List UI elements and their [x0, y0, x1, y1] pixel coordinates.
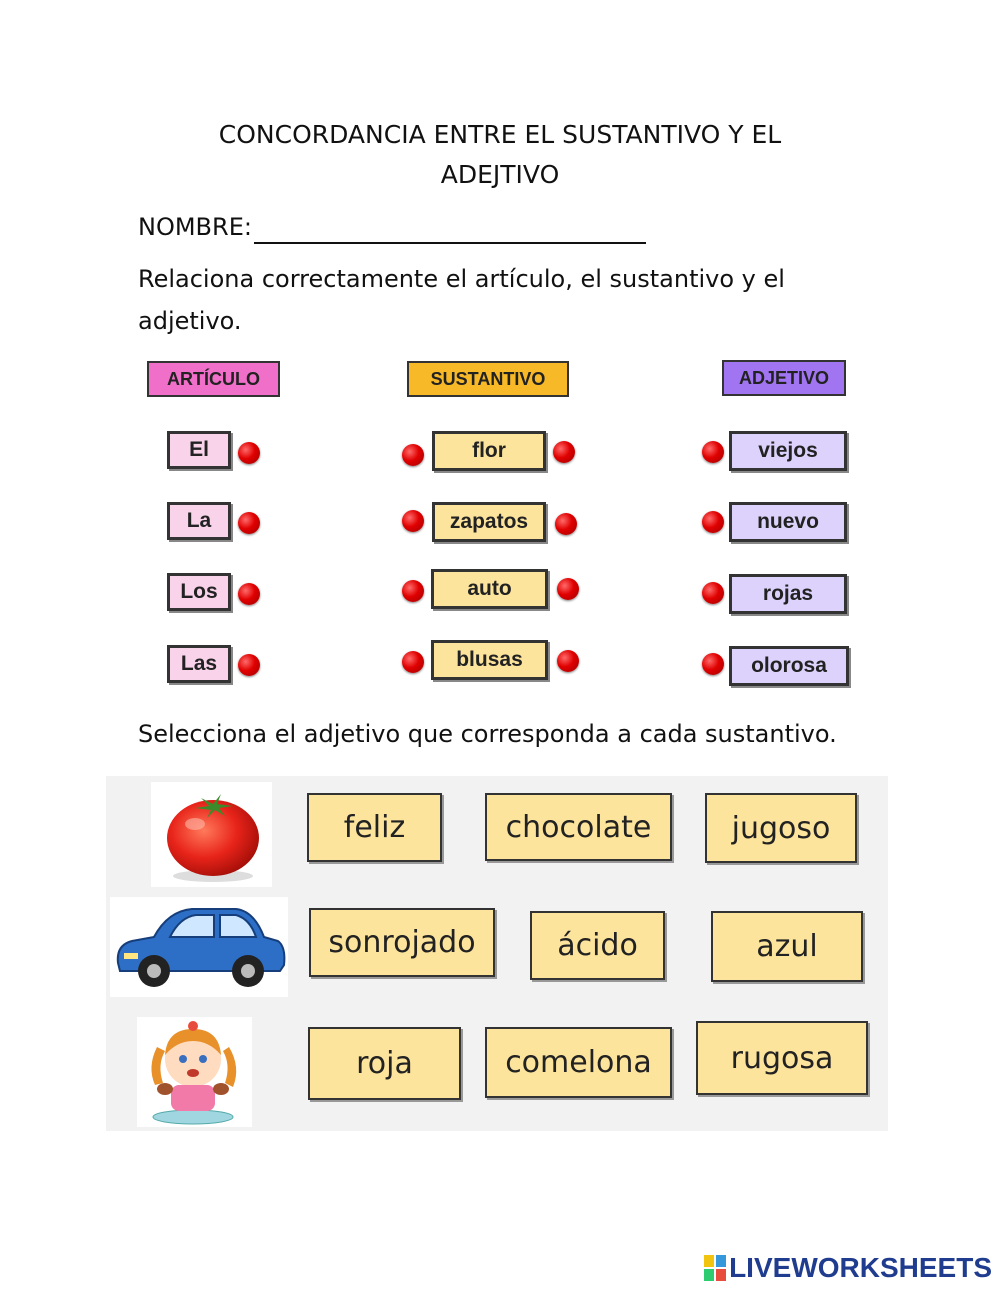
name-field[interactable] — [138, 210, 646, 244]
adjetivo-connector-rojas[interactable] — [702, 582, 724, 604]
sustantivo-connector-left-blusas[interactable] — [402, 651, 424, 673]
adjetivo-connector-olorosa[interactable] — [702, 653, 724, 675]
sustantivo-card-zapatos: zapatos — [432, 502, 546, 542]
match-instruction-line-2: adjetivo. — [138, 307, 242, 335]
articulo-card-el: El — [167, 431, 231, 469]
articulo-card-la: La — [167, 502, 231, 540]
adjetivo-card-viejos: viejos — [729, 431, 847, 471]
worksheet-title — [0, 115, 1000, 195]
option-roja[interactable]: roja — [308, 1027, 461, 1100]
sustantivo-card-auto: auto — [431, 569, 548, 609]
title-line-1: CONCORDANCIA ENTRE EL SUSTANTIVO Y EL — [218, 120, 782, 149]
liveworksheets-logo — [704, 1252, 992, 1284]
option-chocolate[interactable]: chocolate — [485, 793, 672, 861]
adjetivo-connector-viejos[interactable] — [702, 441, 724, 463]
sustantivo-connector-left-auto[interactable] — [402, 580, 424, 602]
option-sonrojado[interactable]: sonrojado — [309, 908, 495, 977]
sustantivo-connector-right-auto[interactable] — [557, 578, 579, 600]
tomato-image — [151, 782, 272, 887]
adjetivo-connector-nuevo[interactable] — [702, 511, 724, 533]
articulo-card-los: Los — [167, 573, 231, 611]
articulo-card-las: Las — [167, 645, 231, 683]
sustantivo-connector-right-zapatos[interactable] — [555, 513, 577, 535]
match-instruction — [138, 258, 838, 342]
option-azul[interactable]: azul — [711, 911, 863, 982]
name-blank-line[interactable] — [254, 216, 646, 244]
car-image — [110, 897, 288, 997]
option-jugoso[interactable]: jugoso — [705, 793, 857, 863]
sustantivo-connector-left-zapatos[interactable] — [402, 510, 424, 532]
adjetivo-card-rojas: rojas — [729, 574, 847, 614]
adjetivo-card-olorosa: olorosa — [729, 646, 849, 686]
select-instruction: Selecciona el adjetivo que corresponda a cada sustantivo. — [138, 720, 837, 748]
sustantivo-card-blusas: blusas — [431, 640, 548, 680]
articulo-connector-el[interactable] — [238, 442, 260, 464]
sustantivo-card-flor: flor — [432, 431, 546, 471]
option-acido[interactable]: ácido — [530, 911, 665, 980]
logo-icon — [704, 1255, 726, 1281]
option-comelona[interactable]: comelona — [485, 1027, 672, 1098]
header-adjetivo: ADJETIVO — [722, 360, 846, 396]
header-sustantivo: SUSTANTIVO — [407, 361, 569, 397]
option-rugosa[interactable]: rugosa — [696, 1021, 868, 1095]
adjetivo-card-nuevo: nuevo — [729, 502, 847, 542]
match-instruction-line-1: Relaciona correctamente el artículo, el sustantivo y el — [138, 265, 785, 293]
brand-name: LIVEWORKSHEETS — [729, 1252, 992, 1283]
articulo-connector-la[interactable] — [238, 512, 260, 534]
title-line-2: ADEJTIVO — [440, 160, 560, 189]
sustantivo-connector-left-flor[interactable] — [402, 444, 424, 466]
girl-eating-image — [137, 1017, 252, 1127]
articulo-connector-los[interactable] — [238, 583, 260, 605]
header-articulo: ARTÍCULO — [147, 361, 280, 397]
articulo-connector-las[interactable] — [238, 654, 260, 676]
sustantivo-connector-right-blusas[interactable] — [557, 650, 579, 672]
name-label: NOMBRE: — [138, 213, 252, 241]
sustantivo-connector-right-flor[interactable] — [553, 441, 575, 463]
option-feliz[interactable]: feliz — [307, 793, 442, 862]
